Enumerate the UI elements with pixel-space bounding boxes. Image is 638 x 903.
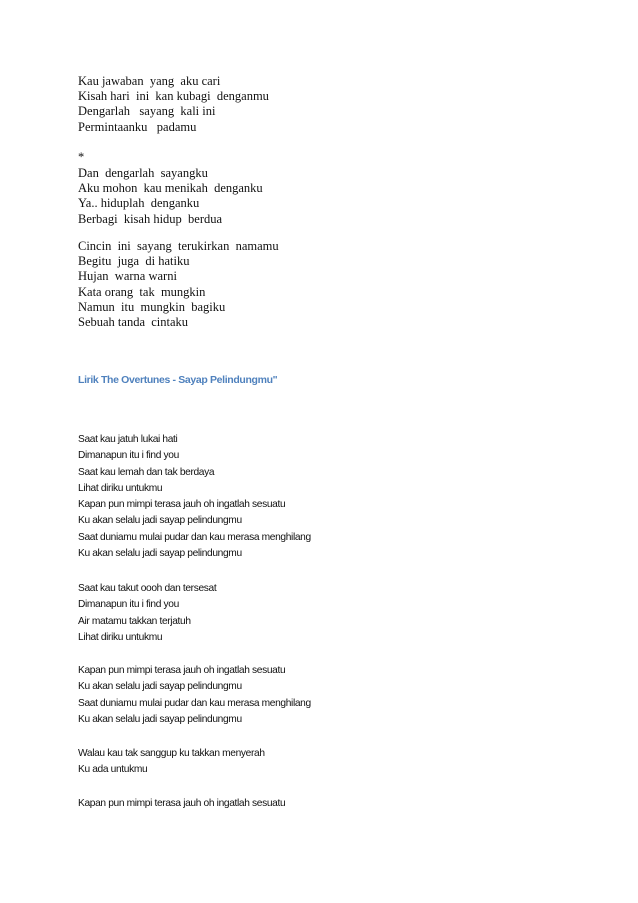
- lyric-line: Ku ada untukmu: [78, 764, 148, 776]
- stanza-block-2: [78, 581, 216, 646]
- lyric-line: Berbagi kisah hidup berdua: [78, 211, 223, 226]
- lyric-line: Begitu juga di hatiku: [78, 254, 190, 269]
- lyric-line: Ku akan selalu jadi sayap pelindungmu: [78, 681, 242, 693]
- lyric-line: Hujan warna warni: [78, 269, 177, 284]
- lyric-line: Lihat diriku untukmu: [78, 482, 163, 494]
- stanza-block-3: [78, 663, 311, 728]
- lyric-line: Kata orang tak mungkin: [78, 284, 206, 299]
- lyric-line: Ku akan selalu jadi sayap pelindungmu: [78, 515, 242, 527]
- verse-block-2: [78, 166, 263, 227]
- lyric-line: Kapan pun mimpi terasa jauh oh ingatlah sesuatu: [78, 665, 286, 676]
- lyric-line: Kapan pun mimpi terasa jauh oh ingatlah sesuatu: [78, 499, 286, 511]
- lyric-line: Kau jawaban yang aku cari: [78, 74, 221, 88]
- stanza-block-1: [78, 432, 311, 562]
- lyric-line: Dimanapun itu i find you: [78, 450, 179, 462]
- lyric-line: Kapan pun mimpi terasa jauh oh ingatlah sesuatu: [78, 798, 286, 809]
- lyric-line: Sebuah tanda cintaku: [78, 315, 189, 330]
- lyric-line: Dengarlah sayang kali ini: [78, 104, 216, 119]
- stanza-block-4: [78, 746, 265, 779]
- stanza-block-5: [78, 796, 285, 812]
- lyric-line: Lihat diriku untukmu: [78, 631, 163, 643]
- lyric-line: Namun itu mungkin bagiku: [78, 299, 226, 314]
- verse-block-3: [78, 239, 279, 330]
- lyric-line: Saat duniamu mulai pudar dan kau merasa menghilang: [78, 697, 311, 709]
- lyric-line: Ku akan selalu jadi sayap pelindungmu: [78, 713, 242, 725]
- lyric-line: Aku mohon kau menikah denganku: [78, 181, 263, 196]
- lyric-line: Air matamu takkan terjatuh: [78, 615, 191, 627]
- chorus-marker: *: [78, 150, 85, 164]
- lyric-line: Saat kau jatuh lukai hati: [78, 434, 178, 445]
- song-title-heading: Lirik The Overtunes - Sayap Pelindungmu": [78, 374, 278, 386]
- lyric-line: Saat kau lemah dan tak berdaya: [78, 466, 215, 478]
- lyric-line: Dan dengarlah sayangku: [78, 166, 208, 180]
- lyric-line: Saat duniamu mulai pudar dan kau merasa menghilang: [78, 531, 311, 543]
- chorus-marker-block: [78, 150, 84, 165]
- lyric-line: Walau kau tak sanggup ku takkan menyerah: [78, 748, 265, 759]
- lyric-line: Permintaanku padamu: [78, 119, 197, 134]
- lyric-line: Ku akan selalu jadi sayap pelindungmu: [78, 548, 242, 560]
- lyric-line: Saat kau takut oooh dan tersesat: [78, 583, 217, 594]
- verse-block-1: [78, 74, 269, 135]
- lyric-line: Ya.. hiduplah denganku: [78, 196, 200, 211]
- lyric-line: Cincin ini sayang terukirkan namamu: [78, 239, 279, 253]
- lyric-line: Dimanapun itu i find you: [78, 599, 179, 611]
- lyric-line: Kisah hari ini kan kubagi denganmu: [78, 89, 269, 104]
